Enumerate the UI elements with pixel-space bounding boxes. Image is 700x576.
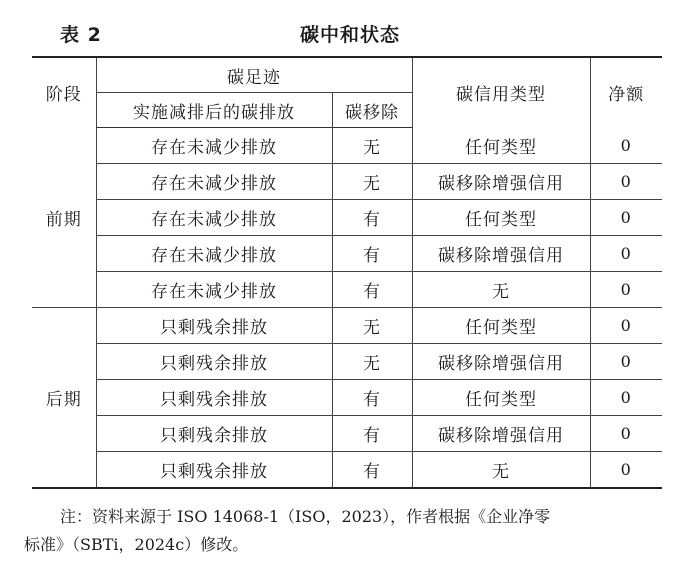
table-title: 碳中和状态 [299, 24, 400, 46]
emissions-cell: 存在未减少排放 [96, 200, 332, 236]
removal-cell: 无 [332, 344, 412, 380]
table-row [32, 164, 662, 200]
table-number: 表 2 [60, 24, 102, 46]
note-line-2: 标准》（SBTi，2024c）修改。 [24, 535, 249, 554]
net-amount-cell: 0 [590, 236, 662, 272]
table-row [32, 308, 662, 344]
net-amount-cell: 0 [590, 164, 662, 200]
net-amount-cell: 0 [590, 452, 662, 489]
header-net-amount: 净额 [590, 57, 662, 128]
net-amount-cell: 0 [590, 416, 662, 452]
removal-cell: 有 [332, 200, 412, 236]
credit-type-cell: 碳移除增强信用 [412, 164, 590, 200]
net-amount-cell: 0 [590, 344, 662, 380]
table-row [32, 452, 662, 489]
emissions-cell: 只剩残余排放 [96, 452, 332, 489]
credit-type-cell: 无 [412, 452, 590, 489]
emissions-cell: 存在未减少排放 [96, 272, 332, 308]
header-footprint: 碳足迹 [96, 57, 412, 93]
removal-cell: 有 [332, 236, 412, 272]
emissions-cell: 只剩残余排放 [96, 380, 332, 416]
header-phase: 阶段 [32, 57, 96, 128]
note-line-1: 注：资料来源于 ISO 14068-1（ISO，2023），作者根据《企业净零 [60, 507, 551, 526]
emissions-cell: 存在未减少排放 [96, 164, 332, 200]
net-amount-cell: 0 [590, 308, 662, 344]
credit-type-cell: 任何类型 [412, 128, 590, 164]
table-row [32, 272, 662, 308]
emissions-cell: 只剩残余排放 [96, 344, 332, 380]
table-row [32, 344, 662, 380]
header-credit-type: 碳信用类型 [412, 57, 590, 128]
removal-cell: 有 [332, 380, 412, 416]
removal-cell: 有 [332, 452, 412, 489]
credit-type-cell: 任何类型 [412, 380, 590, 416]
credit-type-cell: 碳移除增强信用 [412, 416, 590, 452]
header-removal: 碳移除 [332, 93, 412, 128]
carbon-neutrality-table [32, 56, 662, 489]
credit-type-cell: 碳移除增强信用 [412, 344, 590, 380]
table-note [24, 503, 680, 559]
emissions-cell: 存在未减少排放 [96, 128, 332, 164]
net-amount-cell: 0 [590, 128, 662, 164]
phase-cell: 后期 [32, 308, 96, 489]
emissions-cell: 只剩残余排放 [96, 416, 332, 452]
emissions-cell: 只剩残余排放 [96, 308, 332, 344]
table-body [32, 128, 662, 489]
removal-cell: 无 [332, 308, 412, 344]
credit-type-cell: 无 [412, 272, 590, 308]
credit-type-cell: 任何类型 [412, 200, 590, 236]
removal-cell: 有 [332, 272, 412, 308]
emissions-cell: 存在未减少排放 [96, 236, 332, 272]
table-row [32, 236, 662, 272]
net-amount-cell: 0 [590, 200, 662, 236]
header-emissions-after: 实施减排后的碳排放 [96, 93, 332, 128]
table-row [32, 200, 662, 236]
table-row [32, 380, 662, 416]
net-amount-cell: 0 [590, 380, 662, 416]
credit-type-cell: 碳移除增强信用 [412, 236, 590, 272]
removal-cell: 无 [332, 128, 412, 164]
table-row [32, 416, 662, 452]
table-row [32, 128, 662, 164]
removal-cell: 有 [332, 416, 412, 452]
net-amount-cell: 0 [590, 272, 662, 308]
removal-cell: 无 [332, 164, 412, 200]
credit-type-cell: 任何类型 [412, 308, 590, 344]
phase-cell: 前期 [32, 128, 96, 308]
